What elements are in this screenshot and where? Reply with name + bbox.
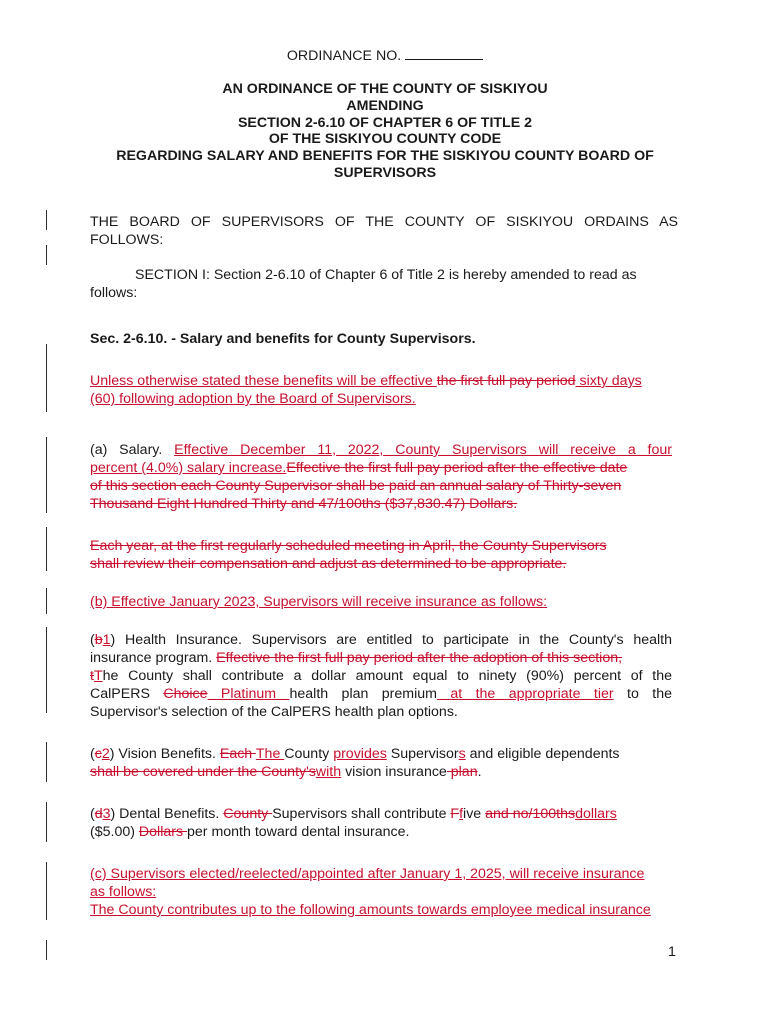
plain-text: . bbox=[477, 764, 482, 780]
deleted-text: Thousand Eight Hundred Thirty and 47/100ths ($37,830.47) Dollars. bbox=[90, 496, 518, 512]
inserted-text: at the appropriate tier bbox=[436, 686, 614, 702]
inserted-text: s bbox=[458, 746, 466, 762]
change-bar bbox=[46, 742, 47, 782]
deleted-text: and no/100ths bbox=[485, 806, 576, 822]
deleted-text: Choice bbox=[163, 686, 208, 702]
section-1-line-2: follows: bbox=[90, 285, 138, 301]
plain-text: Supervisor bbox=[386, 746, 459, 762]
salary-para-line-2 bbox=[90, 459, 627, 477]
health-para-line-1 bbox=[90, 631, 672, 649]
plain-text: to the bbox=[613, 686, 672, 702]
dental-para-line-2 bbox=[90, 823, 409, 841]
plain-text: ive bbox=[463, 806, 486, 822]
deleted-text: shall review their compensation and adjust as determined to be appropriate. bbox=[90, 556, 567, 572]
plain-text: ( bbox=[90, 806, 95, 822]
deleted-text: Effective the first full pay period after the effective date bbox=[286, 460, 628, 476]
plain-text: ) Dental Benefits. bbox=[110, 806, 224, 822]
deleted-text: plan bbox=[446, 764, 478, 780]
plain-text: Supervisors shall contribute bbox=[272, 806, 451, 822]
inserted-text: The bbox=[255, 746, 285, 762]
inserted-text: dollars bbox=[575, 806, 617, 822]
plain-text: and eligible dependents bbox=[465, 746, 620, 762]
deleted-text: the first full pay period bbox=[436, 373, 576, 389]
ordinance-number-line bbox=[0, 47, 770, 65]
section-c-line-1 bbox=[90, 865, 644, 883]
dental-para-line-1 bbox=[90, 805, 617, 823]
salary-para-line-3 bbox=[90, 477, 621, 495]
inserted-text: as follows: bbox=[90, 884, 157, 900]
change-bar bbox=[46, 437, 47, 513]
inserted-text: with bbox=[315, 764, 342, 780]
health-para-line-3 bbox=[90, 667, 672, 685]
health-para-line-5 bbox=[90, 703, 458, 721]
inserted-text: provides bbox=[333, 746, 387, 762]
plain-text: he County shall contribute a dollar amount equal to ninety (90%) percent of the bbox=[102, 668, 672, 684]
inserted-text: percent (4.0%) salary increase. bbox=[90, 460, 287, 476]
plain-text: Supervisor's selection of the CalPERS health plan options. bbox=[90, 704, 458, 720]
change-bar bbox=[46, 245, 47, 265]
deleted-text: Dollars bbox=[138, 824, 187, 840]
inserted-text: T bbox=[93, 668, 103, 684]
deleted-text: Each year, at the first regularly scheduled meeting in April, the County Supervisors bbox=[90, 538, 607, 554]
title-line-1: AN ORDINANCE OF THE COUNTY OF SISKIYOU bbox=[222, 81, 548, 97]
section-heading: Sec. 2-6.10. - Salary and benefits for County Supervisors. bbox=[90, 331, 476, 347]
plain-text: ) Health Insurance. Supervisors are entitled to participate in the County's health bbox=[110, 632, 672, 648]
change-bar bbox=[46, 862, 47, 920]
section-c-line-3 bbox=[90, 901, 651, 919]
title-line-2: AMENDING bbox=[346, 98, 424, 114]
inserted-text: 1 bbox=[102, 632, 111, 648]
vision-para-line-2 bbox=[90, 763, 482, 781]
inserted-text: f bbox=[459, 806, 464, 822]
plain-text: ($5.00) bbox=[90, 824, 139, 840]
title-line-6: SUPERVISORS bbox=[333, 165, 437, 181]
intro-line-1: THE BOARD OF SUPERVISORS OF THE COUNTY OF SISKIYOU ORDAINS AS bbox=[90, 214, 678, 230]
inserted-text: The County contributes up to the following amounts towards employee medical insurance bbox=[90, 902, 651, 918]
vision-para-line-1 bbox=[90, 745, 620, 763]
inserted-text: Platinum bbox=[207, 686, 290, 702]
page-number: 1 bbox=[668, 944, 676, 960]
effective-para-line-2 bbox=[90, 390, 416, 408]
plain-text: ( bbox=[90, 632, 95, 648]
plain-text: insurance program. bbox=[90, 650, 217, 666]
review-para-line-1 bbox=[90, 537, 607, 555]
health-para-line-2 bbox=[90, 649, 622, 667]
change-bar bbox=[46, 210, 47, 230]
deleted-text: b bbox=[94, 632, 103, 648]
title-line-3: SECTION 2-6.10 OF CHAPTER 6 OF TITLE 2 bbox=[237, 115, 533, 131]
deleted-text: t bbox=[90, 668, 94, 684]
inserted-text: Effective December 11, 2022, County Supervisors will receive a four bbox=[174, 442, 672, 458]
plain-text: CalPERS bbox=[90, 686, 164, 702]
plain-text: vision insurance bbox=[341, 764, 447, 780]
plain-text: ) Vision Benefits. bbox=[109, 746, 220, 762]
inserted-text: 3 bbox=[102, 806, 111, 822]
inserted-text: (c) Supervisors elected/reelected/appointed after January 1, 2025, will receive insurance bbox=[90, 866, 645, 882]
inserted-text: (b) Effective January 2023, Supervisors will receive insurance as follows: bbox=[90, 594, 548, 610]
deleted-text: of this section each County Supervisor shall be paid an annual salary of Thirty-seven bbox=[90, 478, 622, 494]
health-para-line-4 bbox=[90, 685, 672, 703]
plain-text: per month toward dental insurance. bbox=[187, 824, 410, 840]
change-bar bbox=[46, 588, 47, 614]
title-line-5: REGARDING SALARY AND BENEFITS FOR THE SISKIYOU COUNTY BOARD OF bbox=[116, 148, 654, 164]
insurance-heading bbox=[90, 593, 547, 611]
title-line-4: OF THE SISKIYOU COUNTY CODE bbox=[268, 131, 502, 147]
review-para-line-2 bbox=[90, 555, 566, 573]
ordinance-number-blank bbox=[405, 47, 483, 60]
plain-text: ( bbox=[90, 746, 95, 762]
section-1-line-1: SECTION I: Section 2-6.10 of Chapter 6 of Title 2 is hereby amended to read as bbox=[135, 267, 637, 283]
change-bar bbox=[46, 940, 47, 960]
change-bar bbox=[46, 344, 47, 412]
plain-text: County bbox=[284, 746, 334, 762]
change-bar bbox=[46, 802, 47, 842]
deleted-text: F bbox=[450, 806, 460, 822]
deleted-text: c bbox=[94, 746, 102, 762]
deleted-text: County bbox=[223, 806, 273, 822]
salary-para-line-1 bbox=[90, 441, 672, 459]
inserted-text: 2 bbox=[101, 746, 110, 762]
inserted-text: sixty days bbox=[575, 373, 642, 389]
effective-para-line-1 bbox=[90, 372, 642, 390]
plain-text: health plan premium bbox=[289, 686, 437, 702]
change-bar bbox=[46, 627, 47, 713]
section-c-line-2 bbox=[90, 883, 156, 901]
deleted-text: d bbox=[94, 806, 103, 822]
deleted-text: shall be covered under the County's bbox=[90, 764, 316, 780]
salary-para-line-4 bbox=[90, 495, 517, 513]
ordinance-label: ORDINANCE NO. bbox=[286, 48, 402, 64]
inserted-text: (60) following adoption by the Board of Supervisors. bbox=[90, 391, 416, 407]
inserted-text: Unless otherwise stated these benefits will be effective bbox=[90, 373, 437, 389]
deleted-text: Effective the first full pay period after the adoption of this section, bbox=[216, 650, 623, 666]
change-bar bbox=[46, 527, 47, 571]
deleted-text: Each bbox=[219, 746, 256, 762]
intro-line-2: FOLLOWS: bbox=[90, 232, 164, 248]
plain-text: (a) Salary. bbox=[90, 442, 175, 458]
